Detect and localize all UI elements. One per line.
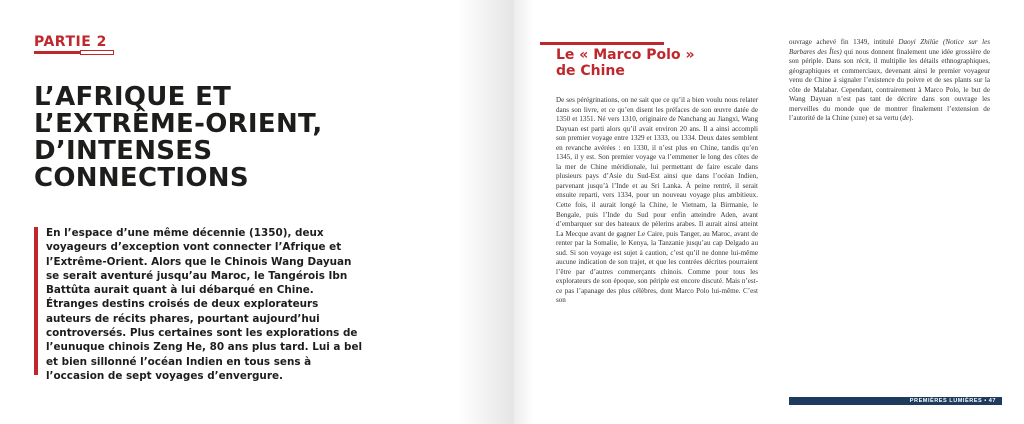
chapter-title-line: CONNECTIONS: [34, 163, 249, 193]
chapter-title-line: L’EXTRÊME-ORIENT,: [34, 109, 323, 139]
part-label-underline: [34, 51, 80, 54]
chapter-title-line: L’AFRIQUE ET: [34, 82, 232, 112]
folio-band: [789, 397, 1002, 405]
column-2-text: qui nous donnent finalement une idée grossière de son périple. Dans son récit, il multiplie les détails ethnographiques, géographiques et commerciaux, devenant ainsi le premier voyageur venu de Chine à signaler l’existence du poivre et de ses plants sur la côte de Malabar. Cependant, contrairement à Marco Polo, le but de Wang Dayuan n’est pas tant de décrire dans son ouvrage les merveilles du monde que de montrer finalement l’extension de l’autorité de la Chine (: [789, 47, 991, 123]
part-label-outline-bar: [80, 50, 114, 55]
body-column-2: [789, 38, 990, 124]
column-2-text: e) et sa vertu (: [861, 114, 903, 123]
part-label: PARTIE 2: [34, 34, 107, 50]
section-title: [556, 47, 695, 79]
section-title-line: Le « Marco Polo »: [556, 47, 695, 63]
body-column-1: De ses pérégrinations, on ne sait que ce qu’il a bien voulu nous relater dans son livre, et ce qu’en disent les préfaces de son œuvre datée de 1350 et 1351. Né vers 1310, originaire de Nanchang au Jiangxi, Wang Dayuan est parti alors qu’il avait environ 20 ans. Il a ainsi accompli son premier voyage entre 1329 et 1333, ou 1334. Deux dates semblent en revanche avérées : en 1330, il n’est plus en Chine, tandis qu’en 1345, il y est. Son premier voyage va l’emmener le long des côtes de la mer de Chine méridionale, lui permettant de faire escale dans plusieurs pays d’Asie du Sud-Est ainsi que dans l’océan Indien, parvenant jusqu’à l’Inde et au Sri Lanka. À peine rentré, il serait ensuite reparti, vers 1334, pour un nouveau voyage plus ambitieux. Cette fois, il aurait longé la Chine, le Vietnam, la Birmanie, le Bengale, puis l’Inde du Sud pour enfin atteindre Aden, avant d’embarquer sur des bateaux de pèlerins arabes. Il aurait ainsi atteint La Mecque avant de gagner Le Caire, puis Tanger, au Maroc, avant de renter par la Somalie, le Kenya, la Tanzanie jusqu’au cap Delgado au sud. Si son voyage est sujet à caution, c’est qu’il ne donne lui-même aucune indication de son trajet, et que les contrées décrites pourraient l’être par d’autres commerçants chinois. Comme pour tous les explorateurs de son époque, son périple est encore discuté. Mais n’est-ce pas l’apanage des plus célèbres, dont Marco Polo lui-même. C’est son: [556, 96, 758, 305]
century-italic: de: [902, 114, 910, 123]
book-gutter-shadow-right: [514, 0, 534, 424]
book-gutter-shadow-left: [458, 0, 514, 424]
page-folio: PREMIÈRES LUMIÈRES • 47: [909, 398, 996, 404]
section-title-bar: [540, 42, 664, 45]
column-2-text: ).: [909, 114, 914, 123]
century-small-caps: xiii: [853, 114, 862, 123]
intro-paragraph: En l’espace d’une même décennie (1350), deux voyageurs d’exception vont connecter l’Afrique et l’Extrême-Orient. Alors que le Chinois Wang Dayuan se serait aventuré jusqu’au Maroc, le Tangérois Ibn Battûta aurait quant à lui débarqué en Chine. Étranges destins croisés de deux explorateurs auteurs de récits phares, pourtant aujourd’hui controversés. Plus certaines sont les explorations de l’eunuque chinois Zeng He, 80 ans plus tard. Lui a bel et bien sillonné l’océan Indien en tous sens à l’occasion de sept voyages d’envergure.: [46, 227, 363, 382]
column-2-text: ouvrage achevé fin 1349, intitulé: [789, 38, 899, 46]
section-title-line: de Chine: [556, 63, 625, 79]
book-title-italic: Daoyi Zhilüe (Notice sur les Barbares des Îles): [789, 38, 991, 56]
chapter-title-line: D’INTENSES: [34, 136, 213, 166]
intro-accent-bar: [34, 227, 38, 375]
chapter-title: [34, 84, 434, 192]
